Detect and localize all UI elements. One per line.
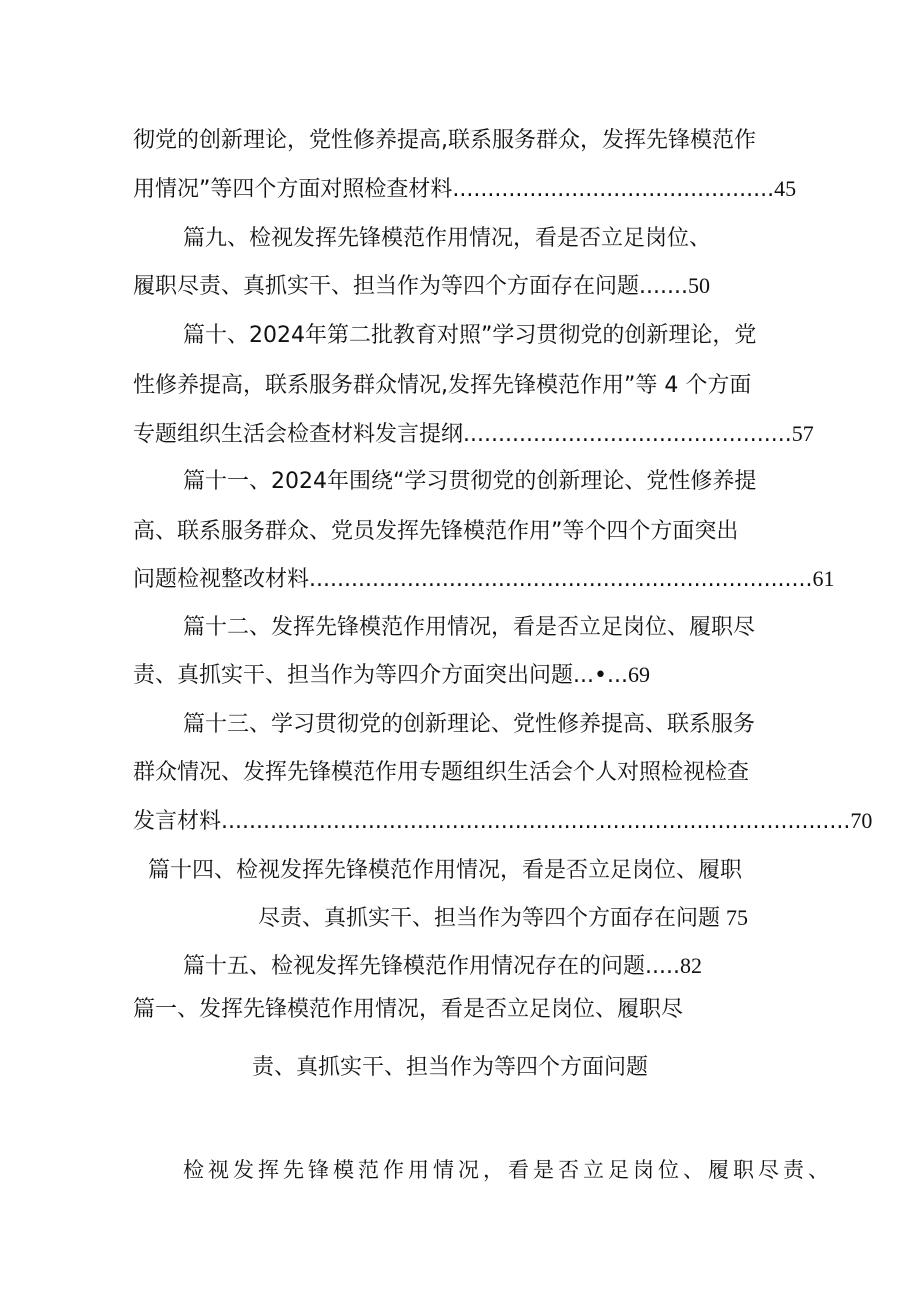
toc-entry-text: 履职尽责、真抓实干、担当作为等四个方面存在问题 xyxy=(133,274,640,299)
toc-entry-8-line-1: 彻党的创新理论，党性修养提高,联系服务群众，发挥先锋模范作 xyxy=(133,128,756,153)
toc-entry-text: 尽责、真抓实干、担当作为等四个方面存在问题 xyxy=(258,906,721,931)
toc-entry-9-line-2[interactable] xyxy=(133,271,710,302)
toc-leader-dots: ............................................... xyxy=(463,422,792,447)
toc-page-number: 50 xyxy=(687,273,710,298)
toc-entry-10-line-2[interactable]: 性修养提高，联系服务群众情况,发挥先锋模范作用”等 4 个方面 xyxy=(133,373,752,398)
toc-entry-11-line-3[interactable] xyxy=(133,564,835,595)
toc-page-number: 69 xyxy=(627,662,650,687)
toc-entry-text: 发言材料 xyxy=(133,809,222,834)
toc-entry-13-line-1[interactable]: 篇十三、学习贯彻党的创新理论、党性修养提高、联系服务 xyxy=(183,712,756,737)
toc-leader-dots: ....... xyxy=(639,274,688,299)
toc-entry-14-line-1[interactable]: 篇十四、检视发挥先锋模范作用情况，看是否立足岗位、履职 xyxy=(148,858,743,883)
toc-page-number: 82 xyxy=(679,953,702,978)
toc-entry-11-line-1[interactable]: 篇十一、2024年围绕“学习贯彻党的创新理论、党性修养提 xyxy=(183,469,757,494)
toc-entry-12-line-2[interactable] xyxy=(133,660,650,691)
toc-leader-dots: .............................................. xyxy=(452,177,775,202)
toc-page-number: 45 xyxy=(774,176,797,201)
toc-entry-9-line-1[interactable]: 篇九、检视发挥先锋模范作用情况，看是否立足岗位、 xyxy=(183,226,712,251)
toc-entry-text: 篇十五、检视发挥先锋模范作用情况存在的问题 xyxy=(183,954,646,979)
toc-entry-text: 问题检视整改材料 xyxy=(133,567,310,592)
toc-entry-14-line-2[interactable] xyxy=(258,903,748,934)
toc-entry-15-line-1[interactable] xyxy=(183,951,702,982)
toc-page-number: 75 xyxy=(726,905,749,930)
toc-entry-text: 专题组织生活会检查材料发言提纲 xyxy=(133,422,464,447)
toc-page-number: 70 xyxy=(850,808,873,833)
toc-entry-8-line-2[interactable] xyxy=(133,174,796,205)
section-heading-line-2: 责、真抓实干、担当作为等四个方面问题 xyxy=(252,1055,649,1080)
toc-entry-13-line-2[interactable]: 群众情况、发挥先锋模范作用专题组织生活会个人对照检视检查 xyxy=(133,760,750,785)
toc-page-number: 61 xyxy=(812,566,835,591)
toc-leader-dots: .......................................................................................... xyxy=(221,809,851,834)
toc-entry-12-line-1[interactable]: 篇十二、发挥先锋模范作用情况，看是否立足岗位、履职尽 xyxy=(183,615,756,640)
toc-leader-dots: ........................................................................ xyxy=(309,567,813,592)
toc-leader-dots: ...•... xyxy=(573,663,628,688)
toc-entry-text: 用情况”等四个方面对照检查材料 xyxy=(133,177,453,202)
toc-page-number: 57 xyxy=(791,421,814,446)
section-heading-line-1: 篇一、发挥先锋模范作用情况，看是否立足岗位、履职尽 xyxy=(133,997,684,1022)
section-body-line-1: 检视发挥先锋模范作用情况，看是否立足岗位、履职尽责、 xyxy=(183,1158,833,1182)
toc-entry-13-line-3[interactable] xyxy=(133,806,872,837)
toc-entry-10-line-1[interactable]: 篇十、2024年第二批教育对照”学习贯彻党的创新理论，党 xyxy=(183,323,757,348)
toc-leader-dots: ..... xyxy=(645,954,680,979)
toc-entry-text: 责、真抓实干、担当作为等四介方面突出问题 xyxy=(133,663,574,688)
toc-entry-11-line-2[interactable]: 高、联系服务群众、党员发挥先锋模范作用”等个四个方面突出 xyxy=(133,519,739,544)
toc-entry-10-line-3[interactable] xyxy=(133,419,814,450)
